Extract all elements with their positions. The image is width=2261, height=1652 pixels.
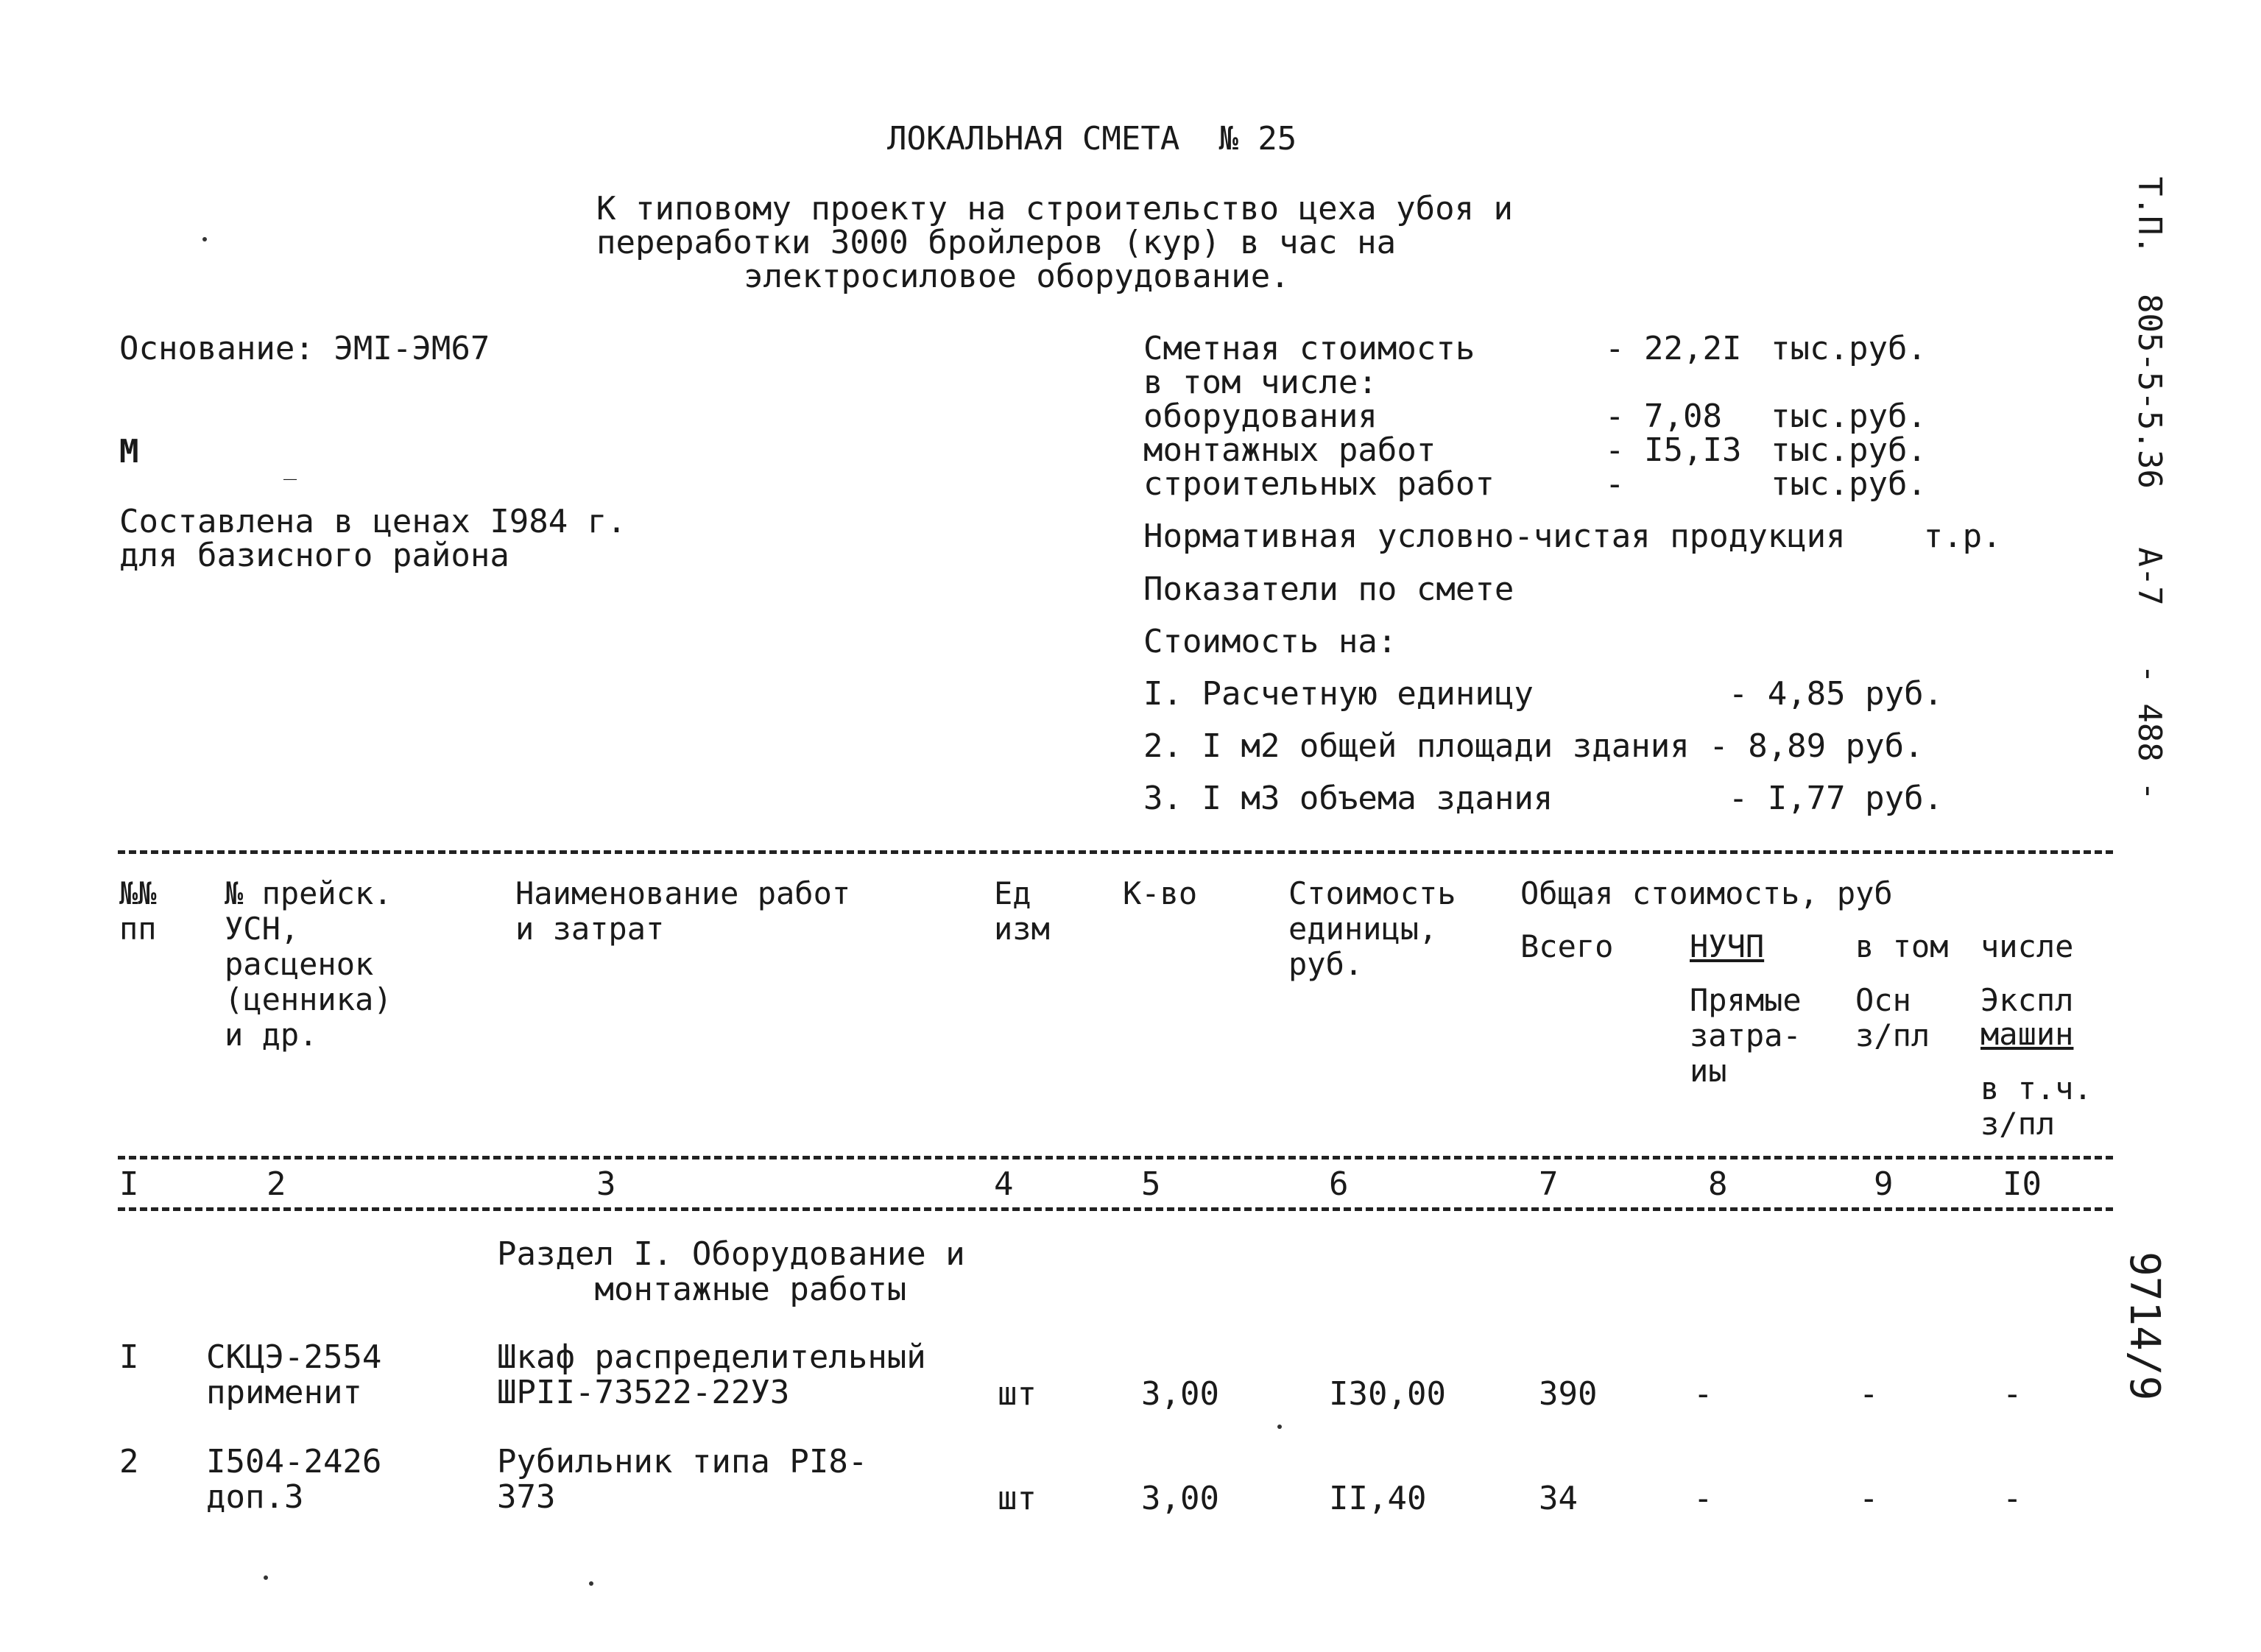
header-base-wage: Осн з/пл <box>1855 982 1930 1053</box>
cost-equip-label: оборудования <box>1143 398 1378 435</box>
row2-price: II,40 <box>1329 1480 1427 1517</box>
side-number: 9714/9 <box>2120 1252 2168 1401</box>
header-name: Наименование работ и затрат <box>515 875 851 947</box>
cost-build-unit: тыс.руб. <box>1771 465 1927 503</box>
cost-mount-value: - I5,I3 <box>1605 431 1742 469</box>
row1-code: СКЦЭ-2554 применит <box>206 1338 382 1411</box>
row2-machine-op: - <box>2003 1480 2022 1517</box>
header-qty: К-во <box>1123 875 1198 911</box>
mark: М <box>119 433 139 470</box>
header-total: Всего <box>1520 928 1614 964</box>
cost-build-value: - <box>1605 465 1625 503</box>
header-machine-op: Экспл <box>1980 982 2074 1018</box>
cost-equip-value: - 7,08 <box>1605 398 1722 435</box>
indicator-3: 3. I м3 объема здания - I,77 руб. <box>1143 780 1944 817</box>
header-incl-1: в том <box>1855 928 1949 964</box>
header-unit-cost: Стоимость единицы, руб. <box>1288 875 1456 982</box>
ncp-line: Нормативная условно-чистая продукция т.р. <box>1143 518 2002 555</box>
header-nuchp: НУЧП <box>1690 928 1765 964</box>
header-pricelist: № прейск. УСН, расценок (ценника) и др. <box>225 875 392 1053</box>
col-number-6: 6 <box>1329 1165 1349 1203</box>
row2-name: Рубильник типа РI8- 373 <box>497 1443 868 1516</box>
row2-total: 34 <box>1539 1480 1578 1517</box>
cost-incl-label: в том числе: <box>1143 364 1378 401</box>
cost-mount-label: монтажных работ <box>1143 431 1436 469</box>
header-incl-2: числе <box>1980 928 2074 964</box>
scan-speck <box>264 1575 268 1580</box>
row1-num: I <box>119 1338 139 1376</box>
row2-direct: - <box>1693 1480 1713 1517</box>
row1-machine-op: - <box>2003 1375 2022 1413</box>
col-number-5: 5 <box>1141 1165 1161 1203</box>
col-number-3: 3 <box>596 1165 616 1203</box>
separator-top <box>118 850 2113 854</box>
row2-base-wage: - <box>1859 1480 1879 1517</box>
row1-qty: 3,00 <box>1141 1375 1219 1413</box>
subtitle-line-2: переработки 3000 бройлеров (кур) в час на <box>596 224 1397 261</box>
col-number-9: 9 <box>1874 1165 1894 1203</box>
compiled-line-1: Составлена в ценах I984 г. <box>119 503 627 540</box>
header-total-cost: Общая стоимость, руб <box>1520 875 1893 911</box>
cost-total-label: Сметная стоимость <box>1143 330 1475 367</box>
col-number-8: 8 <box>1708 1165 1728 1203</box>
subtitle-line-1: К типовому проекту на строительство цеха убоя и <box>596 190 1514 227</box>
scan-speck <box>589 1581 593 1586</box>
col-number-4: 4 <box>994 1165 1014 1203</box>
subtitle-line-3: электросиловое оборудование. <box>744 258 1290 295</box>
cost-total-value: - 22,2I <box>1605 330 1742 367</box>
header-machines: машин <box>1980 1016 2074 1052</box>
header-direct: Прямые затра- иы <box>1690 982 1802 1089</box>
row2-code: I504-2426 доп.3 <box>206 1443 382 1516</box>
row1-price: I30,00 <box>1329 1375 1446 1413</box>
scan-speck <box>1277 1425 1282 1429</box>
scan-speck <box>202 237 207 241</box>
cost-mount-unit: тыс.руб. <box>1771 431 1927 469</box>
side-code: Т.П. 805-5-5.36 А-7 - 488 - <box>2131 177 2168 801</box>
basis: Основание: ЭМI-ЭМ67 <box>119 330 490 367</box>
col-number-2: 2 <box>267 1165 286 1203</box>
row2-num: 2 <box>119 1443 139 1480</box>
col-number-10: I0 <box>2003 1165 2042 1203</box>
header-unit: Ед изм <box>994 875 1050 947</box>
cost-on-heading: Стоимость на: <box>1143 623 1397 660</box>
header-num: №№ пп <box>119 875 157 947</box>
row1-direct: - <box>1693 1375 1713 1413</box>
document-title: ЛОКАЛЬНАЯ СМЕТА № 25 <box>887 120 1297 158</box>
indicator-2: 2. I м2 общей площади здания - 8,89 руб. <box>1143 727 1924 765</box>
header-incl-wage: в т.ч. з/пл <box>1980 1070 2092 1142</box>
col-number-1: I <box>119 1165 139 1203</box>
separator-header <box>118 1156 2113 1159</box>
separator-numbers <box>118 1207 2113 1211</box>
row2-qty: 3,00 <box>1141 1480 1219 1517</box>
row1-unit: шт <box>998 1375 1037 1413</box>
section-heading: Раздел I. Оборудование и монтажные работы <box>497 1235 965 1308</box>
row2-unit: шт <box>998 1480 1037 1517</box>
cost-total-unit: тыс.руб. <box>1771 330 1927 367</box>
row1-total: 390 <box>1539 1375 1598 1413</box>
indicator-1: I. Расчетную единицу - 4,85 руб. <box>1143 675 1944 713</box>
cost-build-label: строительных работ <box>1143 465 1495 503</box>
col-number-7: 7 <box>1539 1165 1559 1203</box>
indicators-heading: Показатели по смете <box>1143 571 1514 608</box>
cost-equip-unit: тыс.руб. <box>1771 398 1927 435</box>
row1-name: Шкаф распределительный ШРII-73522-22У3 <box>497 1338 926 1411</box>
row1-base-wage: - <box>1859 1375 1879 1413</box>
compiled-line-2: для базисного района <box>119 537 509 574</box>
